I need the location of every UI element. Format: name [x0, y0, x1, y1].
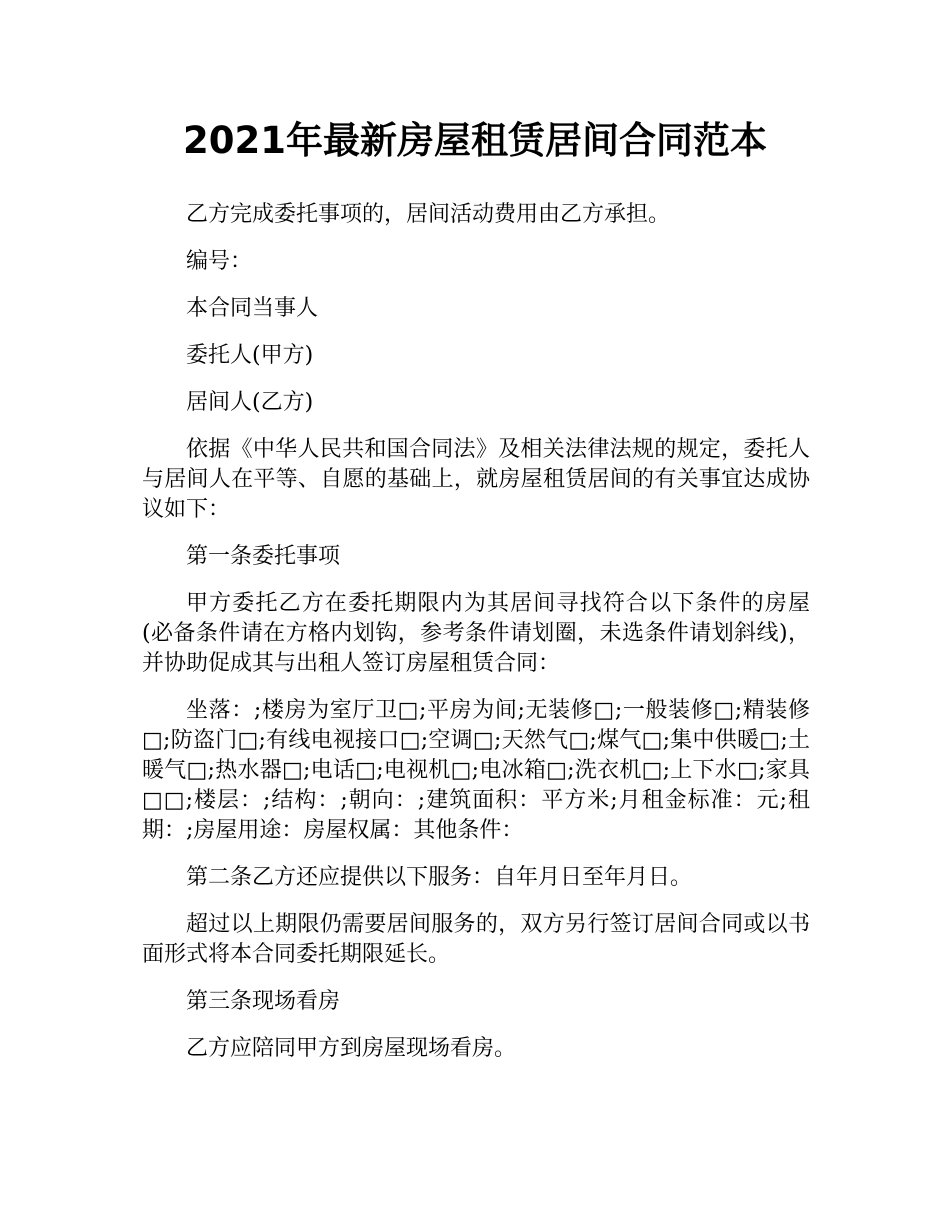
paragraph-extension: 超过以上期限仍需要居间服务的，双方另行签订居间合同或以书面形式将本合同委托期限延长。	[142, 912, 810, 967]
paragraph-contract-number: 编号：	[186, 249, 253, 274]
paragraph-property-conditions: 坐落：;楼房为室厅卫□;平房为间;无装修□;一般装修□;精装修□;防盗门□;有线电视接口□;空调□;天然气□;煤气□;集中供暖□;土暖气□;热水器□;电话□;电视机□;电冰箱□;洗衣机□;上下水□;家具□□;楼层：;结构：;朝向：;建筑面积：平方米;月租金标准：元;租期：;房屋用途：房屋权属：其他条件：	[142, 698, 810, 843]
paragraph-article-1-heading: 第一条委托事项	[186, 544, 341, 569]
paragraph-party-a: 委托人(甲方)	[186, 343, 314, 368]
document-title: 2021年最新房屋租赁居间合同范本	[183, 119, 767, 162]
paragraph-legal-basis: 依据《中华人民共和国合同法》及相关法律法规的规定，委托人与居间人在平等、自愿的基础上，就房屋租赁居间的有关事宜达成协议如下：	[142, 437, 810, 522]
paragraph-party-b: 居间人(乙方)	[186, 390, 314, 415]
document-body	[142, 200, 810, 1081]
paragraph-article-1-body: 甲方委托乙方在委托期限内为其居间寻找符合以下条件的房屋(必备条件请在方格内划钩，参考条件请划圈，未选条件请划斜线)，并协助促成其与出租人签订房屋租赁合同：	[142, 591, 810, 676]
paragraph-article-2: 第二条乙方还应提供以下服务：自年月日至年月日。	[186, 865, 693, 890]
paragraph-fee-clause: 乙方完成委托事项的，居间活动费用由乙方承担。	[186, 202, 671, 227]
paragraph-article-3-heading: 第三条现场看房	[186, 989, 341, 1014]
paragraph-article-3-body: 乙方应陪同甲方到房屋现场看房。	[186, 1036, 517, 1061]
paragraph-parties-heading: 本合同当事人	[186, 296, 319, 321]
